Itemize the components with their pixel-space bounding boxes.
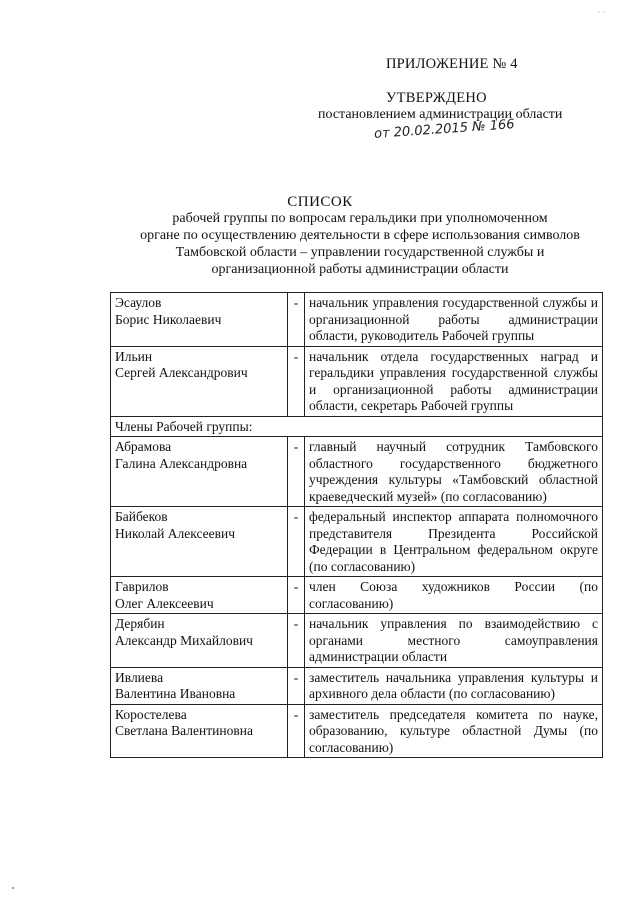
member-name-cell <box>111 346 288 416</box>
member-given-name: Валентина Ивановна <box>115 686 236 701</box>
handwritten-date-number: от 20.02.2015 № 166 <box>373 117 516 142</box>
member-name-cell <box>111 667 288 704</box>
member-position: начальник управления по взаимодействию с органами местного самоуправления администрации области <box>305 614 603 668</box>
table-row <box>111 346 603 416</box>
member-name-cell <box>111 614 288 668</box>
dash-cell: - <box>288 507 305 577</box>
member-given-name: Николай Алексеевич <box>115 525 235 541</box>
member-position: начальник управления государственной службы и организационной работы администрации области, руководитель Рабочей группы <box>305 293 603 347</box>
member-surname: Дерябин <box>115 616 165 631</box>
member-surname: Коростелева <box>115 706 187 722</box>
subtitle-line: Тамбовской области – управлении государственной службы и <box>175 245 545 260</box>
member-name-cell <box>111 577 288 614</box>
table-row <box>111 667 603 704</box>
member-surname: Гаврилов <box>115 579 169 594</box>
member-position: главный научный сотрудник Тамбовского областного государственного бюджетного учреждения культуры «Тамбовский областной краеведческий музей» (по согласованию) <box>305 437 603 507</box>
decree-text: постановлением администрации области <box>318 107 563 122</box>
dash-cell: - <box>288 667 305 704</box>
member-given-name: Галина Александровна <box>115 455 248 471</box>
member-position: заместитель начальника управления культуры и архивного дела области (по согласованию) <box>305 667 603 704</box>
dash-cell: - <box>288 577 305 614</box>
section-label: Члены Рабочей группы: <box>111 416 603 437</box>
list-heading: СПИСОК <box>287 194 353 210</box>
table-row <box>111 293 603 347</box>
member-surname: Байбеков <box>115 509 168 524</box>
member-position: член Союза художников России (по согласованию) <box>305 577 603 614</box>
table-row <box>111 507 603 577</box>
member-name-cell <box>111 507 288 577</box>
appendix-label: ПРИЛОЖЕНИЕ № 4 <box>386 56 518 72</box>
member-name-cell <box>111 704 288 758</box>
table-row <box>111 614 603 668</box>
member-position: заместитель председателя комитета по науке, образованию, культуре областной Думы (по согласованию) <box>305 704 603 758</box>
member-surname: Ивлиева <box>115 669 164 685</box>
member-position: начальник отдела государственных наград и геральдики управления государственной службы и организационной работы администрации области, секретарь Рабочей группы <box>305 346 603 416</box>
member-given-name: Сергей Александрович <box>115 365 248 380</box>
dash-cell: - <box>288 704 305 758</box>
subtitle-line: организационной работы администрации области <box>211 262 509 277</box>
dash-cell: - <box>288 437 305 507</box>
dash-cell: - <box>288 614 305 668</box>
table-row <box>111 437 603 507</box>
members-table <box>110 292 603 758</box>
member-given-name: Борис Николаевич <box>115 311 222 327</box>
dash-cell: - <box>288 293 305 347</box>
dash-cell: - <box>288 346 305 416</box>
approved-label: УТВЕРЖДЕНО <box>386 90 487 106</box>
subtitle-line: рабочей группы по вопросам геральдики при уполномоченном <box>172 211 548 226</box>
member-given-name: Олег Алексеевич <box>115 595 214 611</box>
corner-mark: - - <box>597 6 606 16</box>
member-surname: Ильин <box>115 348 153 364</box>
member-surname: Абрамова <box>115 439 172 454</box>
member-given-name: Светлана Валентиновна <box>115 723 253 738</box>
member-surname: Эсаулов <box>115 295 162 310</box>
table-row <box>111 577 603 614</box>
scan-speck <box>12 887 14 889</box>
member-position: федеральный инспектор аппарата полномочного представителя Президента Российской Федерации в Центральном федеральном округе (по согласованию) <box>305 507 603 577</box>
section-row <box>111 416 603 437</box>
table-row <box>111 704 603 758</box>
member-name-cell <box>111 437 288 507</box>
subtitle-line: органе по осуществлению деятельности в сфере использования символов <box>140 228 580 243</box>
member-given-name: Александр Михайлович <box>115 632 253 648</box>
list-subtitle <box>100 210 620 278</box>
member-name-cell <box>111 293 288 347</box>
